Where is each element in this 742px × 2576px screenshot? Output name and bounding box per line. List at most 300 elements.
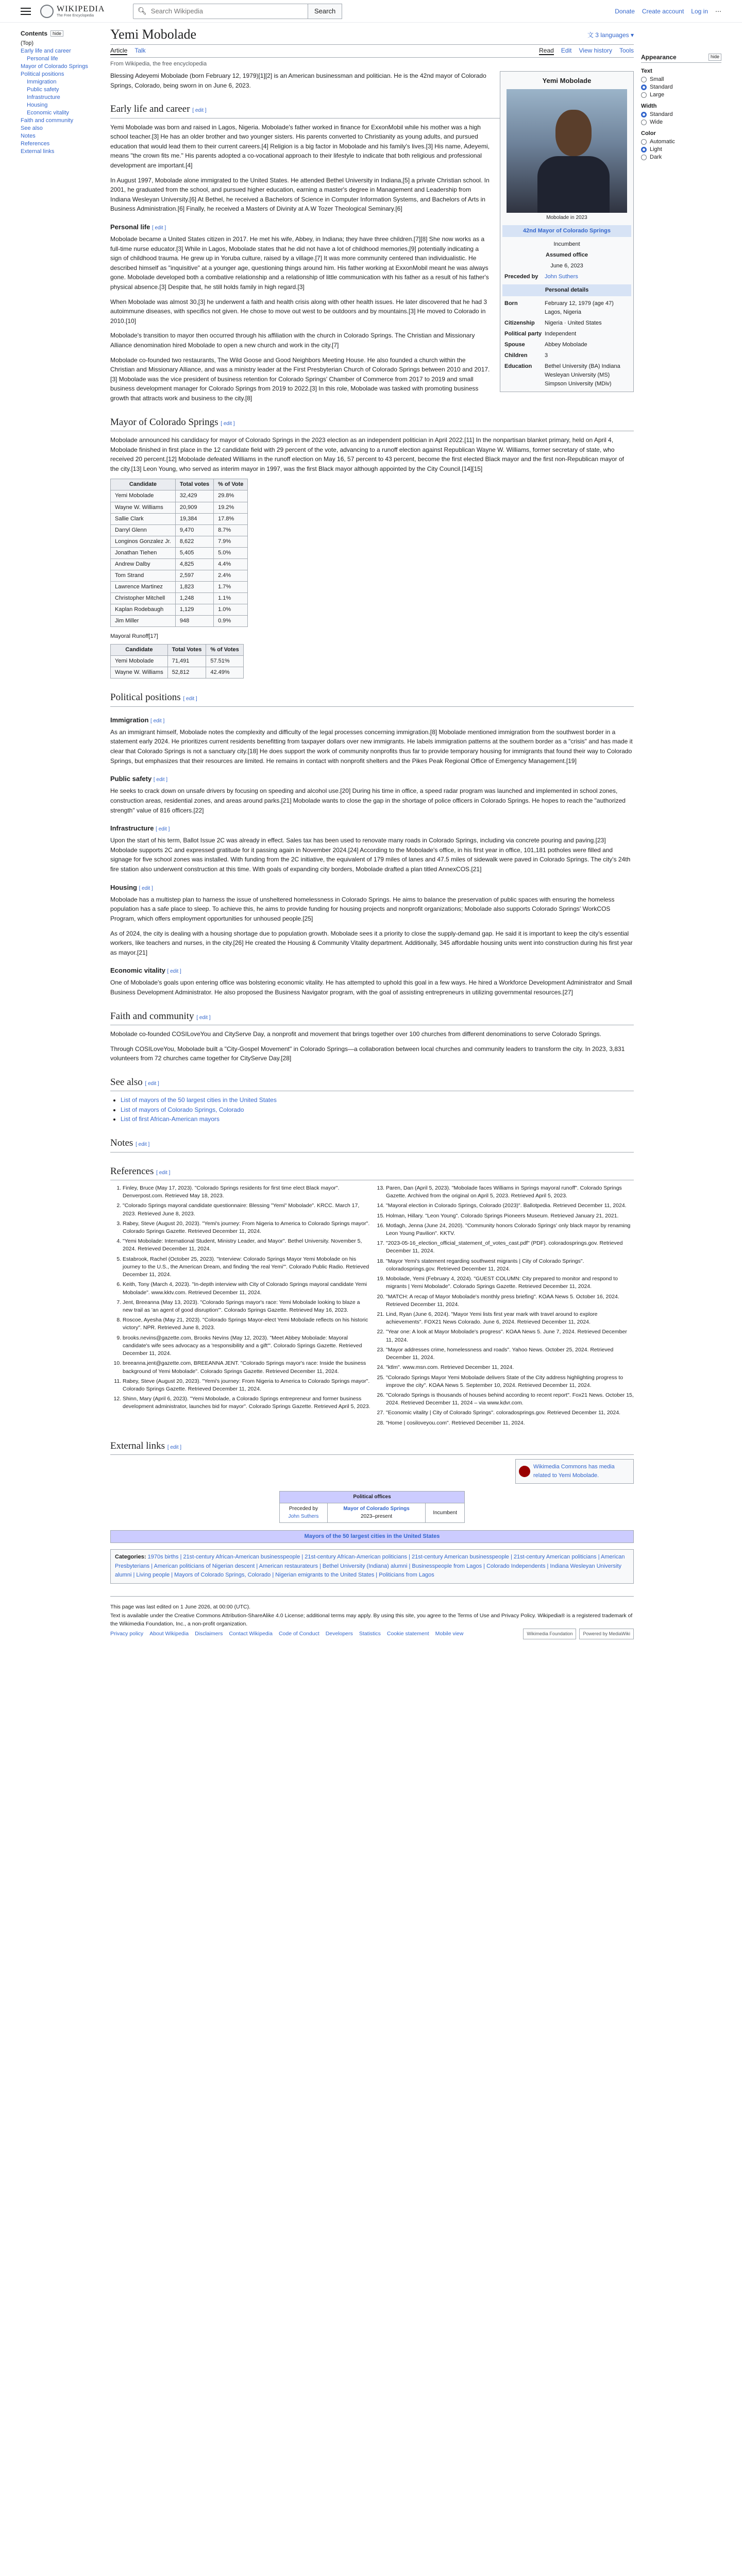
- reference-item[interactable]: 2. "Colorado Springs mayoral candidate questionnaire: Blessing "Yemi" Mobolade". KRCC. March 17, 2023. Retrieved June 8, 2023.: [123, 1202, 370, 1217]
- reference-item[interactable]: 21. Lind, Ryan (June 6, 2024). "Mayor Yemi lists first year mark with travel around to explore achievements". FOX21 News Colorado. June 6, 2024. Retrieved December 11, 2024.: [386, 1311, 634, 1326]
- reference-item[interactable]: 27. "Economic vitality | City of Colorado Springs". coloradosprings.gov. Retrieved December 11, 2024.: [386, 1409, 634, 1417]
- mediawiki-badge[interactable]: Powered by MediaWiki: [579, 1629, 634, 1639]
- footer-link[interactable]: Code of Conduct: [278, 1630, 319, 1637]
- reference-item[interactable]: 6. Keith, Tony (March 4, 2023). "In-depth interview with City of Colorado Springs mayoral candidate Yemi Mobolade". www.kktv.com. Retrieved December 11, 2024.: [123, 1281, 370, 1296]
- radio-icon[interactable]: [641, 139, 647, 145]
- reference-item[interactable]: 11. Rabey, Steve (August 20, 2023). "Yemi's journey: From Nigeria to America to Colorado Springs mayor". Colorado Springs Gazette. Retrieved December 11, 2024.: [123, 1378, 370, 1393]
- wikimedia-badge[interactable]: Wikimedia Foundation: [523, 1629, 576, 1639]
- appearance-option[interactable]: [641, 119, 721, 125]
- table-cell: 0.9%: [214, 615, 248, 626]
- edit-link[interactable]: [ edit ]: [183, 696, 197, 702]
- reference-item[interactable]: 18. "Mayor Yemi's statement regarding southwest migrants | City of Colorado Springs". coloradosprings.gov. Retrieved December 11, 2024.: [386, 1258, 634, 1273]
- table-cell: 1,823: [175, 581, 213, 592]
- toc-item[interactable]: Notes: [21, 133, 36, 139]
- section-external-links: [110, 1438, 634, 1455]
- table-row: [111, 604, 248, 615]
- toc-item[interactable]: Faith and community: [21, 117, 74, 124]
- categories-box: [110, 1549, 634, 1584]
- personal-details-band: Personal details: [502, 284, 631, 296]
- option-label: Standard: [650, 84, 673, 90]
- edit-link[interactable]: [ edit ]: [136, 1142, 150, 1148]
- column-header: Candidate: [111, 645, 168, 656]
- table-cell: Andrew Dalby: [111, 558, 176, 570]
- table-row: [111, 490, 248, 502]
- commons-logo-icon: [519, 1466, 530, 1477]
- portrait-photo[interactable]: [507, 89, 627, 213]
- login-link[interactable]: Log in: [691, 7, 708, 15]
- table-cell: 7.9%: [214, 536, 248, 547]
- page-title-text: Yemi Mobolade: [110, 27, 197, 42]
- table-header-row: [111, 645, 244, 656]
- text-size-options: [641, 76, 721, 98]
- infobox-row-label: Citizenship: [504, 320, 535, 327]
- table-cell: Yemi Mobolade: [111, 656, 168, 667]
- text-size-label: Text: [641, 68, 652, 74]
- toc-hide-button[interactable]: hide: [50, 30, 63, 37]
- create-account-link[interactable]: Create account: [642, 7, 684, 15]
- reference-item[interactable]: 14. "Mayoral election in Colorado Springs, Colorado (2023)". Ballotpedia. Retrieved December 11, 2024.: [386, 1202, 634, 1210]
- table-cell: Darryl Glenn: [111, 524, 176, 536]
- paragraph: He seeks to crack down on unsafe drivers by focusing on speeding and alcohol use.[20] During his time in office, a speed radar program was launched and implemented in school zones, construction areas, residential zones, and areas around parks.[21] Mobolade wants to close the gap in the shortage of police officers in Colorado Springs. He hopes to reach the "authorized strength" value of 816 officers.[22]: [110, 787, 626, 814]
- see-also-link[interactable]: List of first African-American mayors: [121, 1115, 220, 1123]
- toc-item[interactable]: Economic vitality: [27, 110, 69, 116]
- radio-icon[interactable]: [641, 155, 647, 160]
- section-title: See also: [110, 1076, 143, 1088]
- table-cell: 17.8%: [214, 513, 248, 524]
- reference-item[interactable]: 9. brooks.nevins@gazette.com, Brooks Nevins (May 12, 2023). "Meet Abbey Mobolade: Mayoral candidate's wife sees advocacy as a 'responsibility and a gift'". Colorado Springs Gazette. Retrieved December 11, 2024.: [123, 1334, 370, 1358]
- from-wikipedia: From Wikipedia, the free encyclopedia: [110, 61, 207, 67]
- infobox-row-value: Nigeria · United States: [545, 320, 602, 327]
- reference-item[interactable]: 4. "Yemi Mobolade: International Student, Ministry Leader, and Mayor". Bethel University. November 5, 2024. Retrieved December 11, 2024.: [123, 1238, 370, 1253]
- section-title: Public safety: [110, 775, 152, 783]
- reference-item[interactable]: 1. Finley, Bruce (May 17, 2023). "Colorado Springs residents for first time elect Black mayor". Denverpost.com. Retrieved May 18, 2023.: [123, 1184, 370, 1200]
- table-cell: 948: [175, 615, 213, 626]
- section-title: Political positions: [110, 692, 181, 703]
- table-cell: 4.4%: [214, 558, 248, 570]
- table-cell: Wayne W. Williams: [111, 502, 176, 513]
- appearance-option[interactable]: [641, 76, 721, 82]
- table-cell: 1.0%: [214, 604, 248, 615]
- page-title: [110, 27, 634, 45]
- section-see-also: [110, 1075, 634, 1091]
- toc-list: [21, 40, 98, 155]
- section-title: External links: [110, 1440, 165, 1451]
- toc-item[interactable]: Mayor of Colorado Springs: [21, 63, 88, 70]
- section-positions: [110, 690, 634, 706]
- table-row: [111, 524, 248, 536]
- column-header: Total Votes: [167, 645, 206, 656]
- toc-item[interactable]: Personal life: [27, 56, 58, 62]
- table-header-row: [111, 479, 248, 490]
- table-cell: Sallie Clark: [111, 513, 176, 524]
- see-also-list: [110, 1095, 634, 1124]
- infobox-row-label: Political party: [504, 331, 542, 337]
- infobox-row-label: Born: [504, 300, 518, 307]
- appearance-option[interactable]: [641, 146, 721, 152]
- edit-link[interactable]: [ edit ]: [167, 1444, 182, 1450]
- appearance-header: [641, 54, 721, 63]
- infobox-row-value: February 12, 1979 (age 47) Lagos, Nigeria: [545, 300, 614, 315]
- table-cell: 1,248: [175, 592, 213, 604]
- toc-item[interactable]: See also: [21, 125, 43, 131]
- infobox-rows: [502, 298, 631, 389]
- footer-link[interactable]: About Wikipedia: [149, 1630, 189, 1637]
- table-cell: 4,825: [175, 558, 213, 570]
- user-links: [615, 8, 721, 15]
- page-tabs: [110, 45, 634, 58]
- commons-box: [515, 1459, 634, 1484]
- option-label: Standard: [650, 111, 673, 117]
- toc-item[interactable]: (Top): [21, 40, 34, 46]
- width-label: Width: [641, 103, 657, 109]
- table-cell: 9,470: [175, 524, 213, 536]
- infobox-caption: Mobolade in 2023: [546, 215, 587, 221]
- radio-icon[interactable]: [641, 77, 647, 82]
- infobox: [500, 71, 634, 392]
- infobox-row-value: Independent: [545, 331, 577, 337]
- table-row: [111, 581, 248, 592]
- reference-item[interactable]: 10. breeanna.jent@gazette.com, BREEANNA JENT. "Colorado Springs mayor's race: Inside the business background of Yemi Mobolade". Colorado Springs Gazette. Retrieved December 11, 2024.: [123, 1360, 370, 1375]
- table-row: [111, 536, 248, 547]
- section-notes: [110, 1136, 634, 1152]
- footer-link[interactable]: Contact Wikipedia: [229, 1630, 273, 1637]
- section-title: Immigration: [110, 716, 149, 724]
- radio-icon[interactable]: [641, 147, 647, 152]
- table-row: [111, 547, 248, 558]
- toc-item[interactable]: Immigration: [27, 79, 57, 85]
- width-options: [641, 111, 721, 125]
- toc-item[interactable]: References: [21, 141, 50, 147]
- paragraph: When Mobolade was almost 30,[3] he underwent a faith and health crisis along with other health issues. He later discovered that he had 3 autoimmune diseases, with specifics not given. He chose to move out west to be outdoors and by mountains.[3] He moved to Colorado in 2010.[10]: [110, 298, 487, 325]
- toc-item[interactable]: Early life and career: [21, 48, 71, 54]
- menu-icon[interactable]: [21, 8, 31, 15]
- toc-item[interactable]: Housing: [27, 102, 48, 108]
- edit-link[interactable]: [ edit ]: [151, 225, 166, 231]
- table-cell: 8,622: [175, 536, 213, 547]
- tab-talk[interactable]: Talk: [134, 47, 146, 54]
- color-options: [641, 139, 721, 160]
- table-row: [111, 667, 244, 679]
- column-header: % of Votes: [206, 645, 243, 656]
- table-cell: Tom Strand: [111, 570, 176, 581]
- option-label: Wide: [650, 119, 663, 125]
- categories-links[interactable]: 1970s births | 21st-century African-American businesspeople | 21st-century African-American politicians | 21st-century American businesspeople | 21st-century American politicians | American Presbyterians | American politicians of Nigerian descent | American restaurateurs | Bethel University (Indiana) alumni | Businesspeople from Lagos | Colorado Independents | Indiana Wesleyan University alumni | Living people | Mayors of Colorado Springs, Colorado | Nigerian emigrants to the United States | Politicians from Lagos: [115, 1553, 625, 1579]
- appearance-option[interactable]: [641, 154, 721, 160]
- infobox-row-label: Education: [504, 363, 532, 370]
- footer-links: [110, 1629, 634, 1639]
- section-references: [110, 1164, 634, 1180]
- page-footer: [110, 1596, 634, 1660]
- column-header: Total votes: [175, 479, 213, 490]
- site-header: [0, 0, 742, 23]
- paragraph: Through COSILoveYou, Mobolade built a "City-Gospel Movement" in Colorado Springs—a collaboration between local churches and community leaders to transform the city. In 2023, 3,831 volunteers from 72 churches came together for CityServe Day.[28]: [110, 1045, 625, 1062]
- succession-incumbent: Incumbent: [426, 1503, 465, 1522]
- donate-link[interactable]: Donate: [615, 7, 635, 15]
- succession-head: Political offices: [280, 1492, 465, 1503]
- main-content: [98, 23, 634, 1660]
- table-cell: 2.4%: [214, 570, 248, 581]
- references-list: [110, 1184, 634, 1427]
- footer-link[interactable]: Mobile view: [435, 1630, 464, 1637]
- table-cell: 5,405: [175, 547, 213, 558]
- reference-item[interactable]: 22. "Year one: A look at Mayor Mobolade's progress". KOAA News 5. June 7, 2024. Retrieved December 11, 2024.: [386, 1328, 634, 1344]
- reference-item[interactable]: 25. "Colorado Springs Mayor Yemi Mobolade delivers State of the City address highlighting progress to improve the city". KOAA News 5. September 10, 2024. Retrieved December 11, 2024.: [386, 1374, 634, 1389]
- table-row: [111, 656, 244, 667]
- paragraph: Yemi Mobolade was born and raised in Lagos, Nigeria. Mobolade's father worked in finance for ExxonMobil while his mother was a high school teacher.[3] He has an older brother and two younger sisters. His parents converted to Christianity as young adults, and pursued education that would lead them to their current careers.[4] Religion is a big factor in Mobolade and his family's lives.[3] His name, Adeyemi, means "the crown fits me." His parents adopted a co-vocational approach to their lifestyle to indicate that both religious and professional development are important.[4]: [110, 123, 490, 169]
- infobox-row-value: 3: [545, 352, 548, 359]
- reference-item[interactable]: 16. Motlagh, Jenna (June 24, 2020). "Community honors Colorado Springs' only black mayor by renaming Leon Young Pavilion". KKTV.: [386, 1222, 634, 1238]
- toc-item[interactable]: Public safety: [27, 87, 59, 93]
- paragraph: Mobolade's transition to mayor then occurred through his affiliation with the church in Colorado Springs. The Christian and Missionary Alliance denomination hired Mobolade to open a new church and work in the city.[7]: [110, 332, 475, 349]
- language-button[interactable]: 文︎ 3 languages ▾: [587, 31, 634, 39]
- table-cell: Longinos Gonzalez Jr.: [111, 536, 176, 547]
- appearance-panel: [634, 23, 721, 1660]
- tab-tools[interactable]: Tools: [619, 47, 634, 54]
- infobox-row: [502, 340, 631, 350]
- search-input[interactable]: [150, 7, 303, 15]
- section-public-safety: [110, 774, 634, 784]
- infobox-row: [502, 350, 631, 361]
- reference-item[interactable]: 7. Jent, Breeanna (May 13, 2023). "Colorado Springs mayor's race: Yemi Mobolade looking to blaze a new trail as 'an agent of good disruption'". Colorado Springs Gazette. Retrieved May 16, 2023.: [123, 1299, 370, 1314]
- edit-link[interactable]: [ edit ]: [139, 885, 153, 891]
- table-row: [111, 513, 248, 524]
- paragraph: Mobolade became a United States citizen in 2017. He met his wife, Abbey, in Indiana; they have three children.[7][8] She now works as a full-time nurse educator.[3] While in Lagos, Mobolade states that he did not have a lot of childhood memories,[9] potentially indicating a sign of childhood trauma. He grew up in Yoruba culture, raised by a village.[7] It was more community centered than individualistic. He described himself as "inquisitive" at a younger age, questioning things around him. His father working at ExxonMobil meant he was always gone. Mobolade developed both a combative relationship and a relationship of little communication with his father as a result of his father's physical absence.[3] Despite that, he still holds family in high regard.[3]: [110, 235, 489, 291]
- section-title: Early life and career: [110, 104, 190, 115]
- table-cell: 29.8%: [214, 490, 248, 502]
- reference-item[interactable]: 8. Roscoe, Ayesha (May 21, 2023). "Colorado Springs Mayor-elect Yemi Mobolade reflects on his historic victory". NPR. Retrieved June 8, 2023.: [123, 1316, 370, 1332]
- table-cell: 20,909: [175, 502, 213, 513]
- table-cell: 1.7%: [214, 581, 248, 592]
- logo-sub: The Free Encyclopedia: [57, 14, 94, 18]
- table-cell: 5.0%: [214, 547, 248, 558]
- radio-icon[interactable]: [641, 120, 647, 125]
- infobox-title: Yemi Mobolade: [542, 77, 592, 84]
- option-label: Large: [650, 92, 665, 98]
- infobox-incumbent: Incumbent: [553, 241, 580, 247]
- table-cell: 57.51%: [206, 656, 243, 667]
- table-cell: Jim Miller: [111, 615, 176, 626]
- section-title: Mayor of Colorado Springs: [110, 416, 218, 428]
- assumed-office-date: June 6, 2023: [550, 262, 583, 269]
- footer-link[interactable]: Disclaimers: [195, 1630, 223, 1637]
- paragraph: In August 1997, Mobolade alone immigrated to the United States. He attended Bethel University in Indiana,[5] a private Christian school. In 2001, he graduated from the school, and pursued higher education, earning a master's degree in Management and Leadership from Indiana Wesleyan University.[6] At Bethel, he received a Bachelors of Science in Computer Information Systems, and Bachelors of Arts in Business Administration.[6] Finally, he received a Masters of Divinity at A.W Tozer Theological Seminary.[6]: [110, 176, 490, 213]
- search-icon: 🔍︎: [138, 7, 147, 15]
- see-also-item: [121, 1095, 634, 1105]
- see-also-item: [121, 1114, 634, 1124]
- reference-item[interactable]: 17. "2023-05-16_election_official_statement_of_votes_cast.pdf" (PDF). coloradosprings.gov. Retrieved December 11, 2024.: [386, 1240, 634, 1255]
- reference-item[interactable]: 19. Mobolade, Yemi (February 4, 2024). "GUEST COLUMN: City prepared to monitor and respond to migrants | Yemi Mobolade". Colorado Springs Gazette. Retrieved December 11, 2024.: [386, 1275, 634, 1291]
- edit-link[interactable]: [ edit ]: [221, 420, 235, 427]
- succession-box: [279, 1491, 465, 1523]
- section-faith: [110, 1009, 634, 1025]
- table-row: [111, 558, 248, 570]
- table-of-contents: [21, 23, 98, 1660]
- table-cell: 42.49%: [206, 667, 243, 679]
- more-icon[interactable]: ⋯: [715, 7, 721, 15]
- appearance-option[interactable]: [641, 111, 721, 117]
- reference-item[interactable]: 20. "MATCH: A recap of Mayor Mobolade's monthly press briefing". KOAA News 5. October 16, 2024. Retrieved December 11, 2024.: [386, 1293, 634, 1309]
- toc-item[interactable]: Political positions: [21, 71, 64, 77]
- see-also-item: [121, 1105, 634, 1115]
- table-cell: 19,384: [175, 513, 213, 524]
- preceded-label: Preceded by: [289, 1505, 318, 1512]
- section-infrastructure: [110, 823, 634, 834]
- section-title: Infrastructure: [110, 824, 154, 833]
- office-link[interactable]: Mayor of Colorado Springs: [343, 1505, 410, 1512]
- reference-item[interactable]: 24. "ktlm". www.msn.com. Retrieved December 11, 2024.: [386, 1364, 634, 1371]
- paragraph: Mobolade co-founded COSILoveYou and CityServe Day, a nonprofit and movement that brings together over 100 churches from different denominations to serve Colorado Springs.: [110, 1030, 601, 1038]
- appearance-option[interactable]: [641, 84, 721, 90]
- paragraph: Mobolade co-founded two restaurants, The Wild Goose and Good Neighbors Meeting House. He also founded a church within the Christian and Missionary Alliance, and was a ministry leader at the First Presbyterian Church of Colorado Springs between 2010 and 2017.[3] Mobolade was the vice president of business retention for Colorado Springs' Chamber of Commerce from 2017 to 2019 and small business development manager for Colorado Springs from 2019 to 2022.[3] In this role, Mobolade was tasked with promoting business growth that attracts work and business to the city.[8]: [110, 356, 490, 402]
- preceded-link[interactable]: John Suthers: [288, 1514, 319, 1520]
- table-cell: 1.1%: [214, 592, 248, 604]
- footer-link[interactable]: Statistics: [359, 1630, 381, 1637]
- language-count: 3 languages: [595, 31, 629, 39]
- section-title: Economic vitality: [110, 967, 165, 975]
- runoff-caption: Mayoral Runoff[17]: [110, 633, 158, 640]
- categories-label: Categories:: [115, 1553, 146, 1560]
- navbox-mayors[interactable]: [110, 1530, 634, 1543]
- table-cell: 1,129: [175, 604, 213, 615]
- search-button[interactable]: Search: [308, 4, 342, 19]
- column-header: Candidate: [111, 479, 176, 490]
- reference-item[interactable]: 13. Paren, Dan (April 5, 2023). "Mobolade faces Williams in Springs mayoral runoff". Colorado Springs Gazette. Archived from the original on April 5, 2023. Retrieved April 5, 2023.: [386, 1184, 634, 1200]
- license-text: Text is available under the Creative Commons Attribution-ShareAlike 4.0 License; additional terms may apply. By using this site, you agree to the Terms of Use and Privacy Policy. Wikipedia® is a registered trademark of the Wikimedia Foundation, Inc., a non-profit organization.: [110, 1612, 633, 1628]
- section-title: Personal life: [110, 223, 150, 231]
- table-cell: Kaplan Rodebaugh: [111, 604, 176, 615]
- table-cell: Christopher Mitchell: [111, 592, 176, 604]
- edit-link[interactable]: [ edit ]: [150, 718, 165, 724]
- reference-item[interactable]: 23. "Mayor addresses crime, homelessness and roads". Yahoo News. October 25, 2024. Retrieved December 11, 2024.: [386, 1346, 634, 1362]
- table-row: [111, 570, 248, 581]
- infobox-row-value: Bethel University (BA) Indiana Wesleyan University (MS) Simpson University (MDiv): [545, 363, 620, 387]
- infobox-row: [502, 329, 631, 340]
- infobox-office: [502, 225, 631, 237]
- reference-item[interactable]: 26. "Colorado Springs is thousands of houses behind according to recent report". Fox21 News. October 15, 2024. Retrieved December 11, 2024 – via www.kdvr.com.: [386, 1392, 634, 1407]
- table-cell: 19.2%: [214, 502, 248, 513]
- section-title: Faith and community: [110, 1010, 194, 1022]
- column-header: % of Vote: [214, 479, 248, 490]
- table-cell: Wayne W. Williams: [111, 667, 168, 679]
- see-also-link[interactable]: List of mayors of Colorado Springs, Colorado: [121, 1106, 244, 1113]
- infobox-row: [502, 318, 631, 329]
- footer-link[interactable]: Privacy policy: [110, 1630, 144, 1637]
- footer-link[interactable]: Developers: [325, 1630, 353, 1637]
- table-cell: 71,491: [167, 656, 206, 667]
- color-label: Color: [641, 130, 656, 137]
- toc-item[interactable]: Infrastructure: [27, 94, 60, 100]
- toc-header: [21, 30, 98, 37]
- option-label: Automatic: [650, 139, 675, 145]
- option-label: Light: [650, 146, 662, 152]
- preceded-label: Preceded by: [504, 273, 538, 280]
- runoff-results-table: [110, 644, 244, 679]
- toc-title: Contents: [21, 30, 47, 37]
- office-years: 2023–present: [361, 1514, 393, 1520]
- section-immigration: [110, 715, 634, 725]
- radio-icon[interactable]: [641, 112, 647, 117]
- intro-paragraph: Blessing Adeyemi Mobolade (born February 12, 1979)[1][2] is an American businessman and politician. He is the 42nd mayor of Colorado Springs, Colorado, being sworn in on June 6, 2023.: [110, 72, 486, 89]
- appearance-hide-button[interactable]: hide: [709, 54, 721, 61]
- wikipedia-logo[interactable]: [40, 5, 133, 18]
- section-mayor: [110, 415, 634, 431]
- paragraph: As of 2024, the city is dealing with a housing shortage due to population growth. Mobolade sees it a priority to close the supply-demand gap. He said it is important to keep the city's essential workers, like teachers and nurses, in the city.[26] He created the Housing & Community Vitality department. Additionally, 345 affordable housing units went into construction during his first year as mayor.[21]: [110, 929, 633, 956]
- infobox-row: [502, 361, 631, 389]
- edit-link[interactable]: [ edit ]: [156, 1170, 171, 1176]
- reference-item[interactable]: 28. "Home | cosiloveyou.com". Retrieved December 11, 2024.: [386, 1419, 634, 1427]
- tab-read[interactable]: Read: [539, 47, 554, 54]
- office-link[interactable]: 42nd Mayor of Colorado Springs: [523, 227, 611, 234]
- table-cell: Lawrence Martinez: [111, 581, 176, 592]
- preceded-link[interactable]: John Suthers: [545, 273, 578, 280]
- table-row: [111, 592, 248, 604]
- table-cell: Jonathan Tiehen: [111, 547, 176, 558]
- table-row: [111, 502, 248, 513]
- table-cell: 32,429: [175, 490, 213, 502]
- table-row: [111, 615, 248, 626]
- commons-link[interactable]: Wikimedia Commons has media related to Yemi Mobolade.: [533, 1464, 615, 1479]
- edit-link[interactable]: [ edit ]: [192, 108, 207, 114]
- paragraph: Upon the start of his term, Ballot Issue 2C was already in effect. Sales tax has been used to renovate many roads in Colorado Springs, including via concrete pouring and paving.[23] Mobolade supports 2C and expressed gratitude for it passing again in November 2024.[24] According to the Mobolade's office, in his first year in office, 101,181 potholes were filled and signage for five school zones was installed. With funding from the 2C initiative, the equivalent of 179 miles of lanes and 47.5 miles of sidewalk were paved in Colorado Springs. The city's 24th fire station also underwent construction at this time. With goals of expanding city borders, Mobolade drafted a plan titled AnnexCOS.[21]: [110, 837, 631, 873]
- reference-item[interactable]: 3. Rabey, Steve (August 20, 2023). "Yemi's journey: From Nigeria to America to Colorado Springs mayor". Colorado Springs Gazette. Retrieved December 11, 2024.: [123, 1220, 370, 1235]
- last-edited: This page was last edited on 1 June 2026, at 00:00 (UTC).: [110, 1603, 250, 1610]
- footer-link[interactable]: Cookie statement: [386, 1630, 429, 1637]
- paragraph: Mobolade announced his candidacy for mayor of Colorado Springs in the 2023 election as an independent politician in April 2022.[11] In the nonpartisan blanket primary, held on April 4, Mobolade finished in first place in the 12 candidate field with 29 percent of the vote, advancing to a runoff election against Republican Wayne W. Williams, former secretary of state, who received 20 percent.[12] Mobolade defeated Williams in the runoff election on May 16, 57 percent to 43 percent, become the first elected Black mayor and the first non-Republican mayor of the city.[13] Leon Young, who served as interim mayor in 1997, was the first Black mayor although appointed by the City Council.[14][15]: [110, 436, 625, 472]
- tab-article[interactable]: Article: [110, 47, 128, 54]
- paragraph: One of Mobolade's goals upon entering office was bolstering economic vitality. He has attempted to uphold this goal in a few ways. He hired a Workforce Development Administrator and Small Business Development Administrator. He also proposed the Business Navigator program, with the goal of assisting entrepreneurs in utilizing governmental resources.[27]: [110, 979, 632, 996]
- reference-item[interactable]: 15. Holman, Hillary. "Leon Young". Colorado Springs Pioneers Museum. Retrieved January 21, 2021.: [386, 1212, 634, 1220]
- option-label: Small: [650, 76, 664, 82]
- primary-results-table: [110, 479, 248, 627]
- table-cell: 2,597: [175, 570, 213, 581]
- infobox-row: [502, 298, 631, 318]
- table-cell: 52,812: [167, 667, 206, 679]
- edit-link[interactable]: [ edit ]: [145, 1080, 159, 1087]
- paragraph: Mobolade has a multistep plan to harness the issue of unsheltered homelessness in Colorado Springs. He aims to balance the preservation of public spaces with ensuring the homeless population has a safe place to sleep. To achieve this, he aims to provide funding for housing projects and nonprofit organizations; Mobolade also supports Colorado Springs' WorkCOS Program, which offers employment opportunities for unhoused people.[25]: [110, 895, 615, 922]
- search-box: [133, 4, 308, 19]
- radio-icon[interactable]: [641, 84, 647, 90]
- infobox-row-label: Children: [504, 352, 528, 359]
- toc-item[interactable]: External links: [21, 148, 55, 155]
- edit-link[interactable]: [ edit ]: [167, 969, 181, 975]
- edit-link[interactable]: [ edit ]: [196, 1014, 211, 1021]
- tab-edit[interactable]: Edit: [561, 47, 572, 54]
- edit-link[interactable]: [ edit ]: [153, 777, 168, 783]
- logo-text: WIKIPEDIA: [57, 5, 105, 13]
- succession-preceded: [280, 1503, 328, 1522]
- appearance-title: Appearance: [641, 54, 677, 61]
- infobox-row-label: Spouse: [504, 342, 525, 348]
- section-economic: [110, 965, 634, 976]
- table-cell: Yemi Mobolade: [111, 490, 176, 502]
- infobox-row-value: Abbey Mobolade: [545, 342, 587, 348]
- assumed-office-label: Assumed office: [546, 251, 588, 258]
- radio-icon[interactable]: [641, 92, 647, 98]
- reference-item[interactable]: 5. Estabrook, Rachel (October 25, 2023). "Interview: Colorado Springs Mayor Yemi Mobolade on his journey to the U.S., the American Dream, and finding 'the real Yemi'". Colorado Public Radio. Retrieved December 11, 2024.: [123, 1256, 370, 1279]
- appearance-option[interactable]: [641, 92, 721, 98]
- edit-link[interactable]: [ edit ]: [156, 826, 170, 833]
- see-also-link[interactable]: List of mayors of the 50 largest cities in the United States: [121, 1096, 277, 1104]
- section-title: Housing: [110, 883, 137, 891]
- section-housing: [110, 883, 634, 893]
- tab-view-history[interactable]: View history: [579, 47, 612, 54]
- footer-badges: [523, 1629, 634, 1639]
- preceded-row: [502, 272, 631, 282]
- navbox-title[interactable]: Mayors of the 50 largest cities in the United States: [304, 1533, 440, 1539]
- reference-item[interactable]: 12. Shinn, Mary (April 6, 2023). "Yemi Mobolade, a Colorado Springs entrepreneur and former business development administrator, launches bid for mayor". Colorado Springs Gazette. Retrieved April 5, 2023.: [123, 1395, 370, 1411]
- article-body: [110, 71, 634, 1584]
- appearance-option[interactable]: [641, 139, 721, 145]
